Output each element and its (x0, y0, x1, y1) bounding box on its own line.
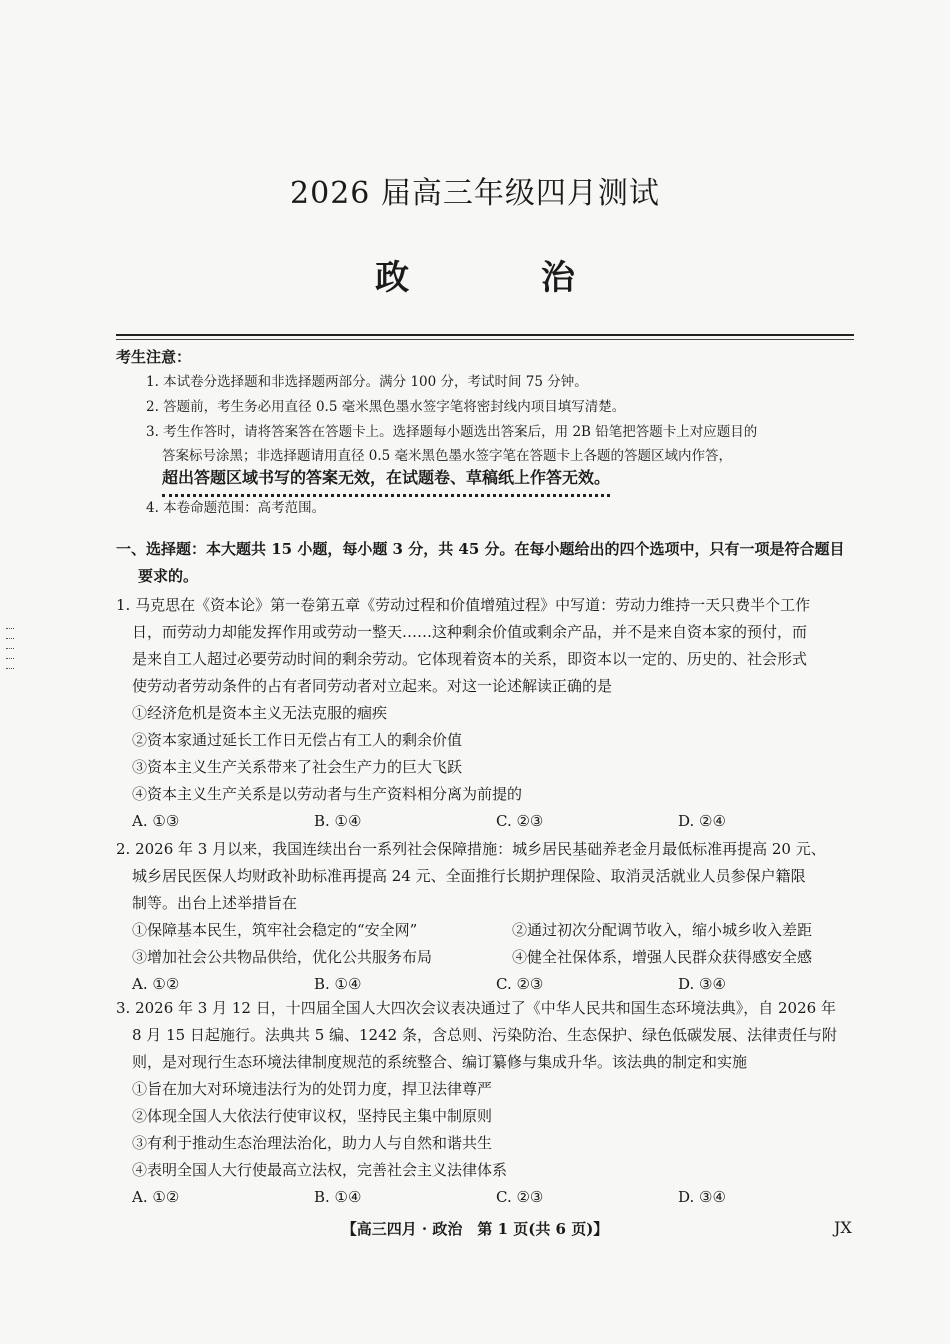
footer-code: JX (834, 1218, 852, 1237)
notice-item: 4. 本卷命题范围：高考范围。 (146, 500, 326, 516)
notice-emphasis-text: 超出答题区域书写的答案无效，在试题卷、草稿纸上作答无效。 (162, 466, 610, 497)
option-d: D. ②④ (678, 812, 726, 830)
question-text: 8 月 15 日起施行。法典共 5 编、1242 条，含总则、污染防治、生态保护、绿色低碳发展、法律责任与附 (132, 1026, 837, 1044)
question-text: 制等。出台上述举措旨在 (132, 894, 298, 912)
header-rule (116, 334, 854, 336)
header-rule-thin (116, 339, 854, 340)
question-3 (116, 995, 860, 1211)
question-text: 2. 2026 年 3 月以来，我国连续出台一系列社会保障措施：城乡居民基础养老金月最低标准再提高 20 元、 (116, 840, 826, 858)
option-c: C. ②③ (496, 975, 544, 993)
statement: ①旨在加大对环境违法行为的处罚力度，捍卫法律尊严 (132, 1080, 493, 1098)
statement: ③资本主义生产关系带来了社会生产力的巨大飞跃 (132, 758, 463, 776)
page-footer: 【高三四月 · 政治 第 1 页(共 6 页)】 (341, 1220, 609, 1238)
statement: ④资本主义生产关系是以劳动者与生产资料相分离为前提的 (132, 785, 523, 803)
option-b: B. ①④ (314, 1188, 362, 1206)
answer-options (116, 971, 860, 998)
statement-row (116, 917, 860, 944)
section-heading (116, 536, 856, 590)
binding-margin-marks (6, 628, 16, 678)
notice-emphasis (146, 466, 858, 497)
question-text: 则，是对现行生态环境法律制度规范的系统整合、编订纂修与集成升华。该法典的制定和实施 (132, 1053, 748, 1071)
notice-title: 考生注意： (116, 348, 192, 366)
question-text: 使劳动者劳动条件的占有者同劳动者对立起来。对这一论述解读正确的是 (132, 677, 613, 695)
option-d: D. ③④ (678, 975, 726, 993)
statement: ②资本家通过延长工作日无偿占有工人的剩余价值 (132, 731, 463, 749)
section-heading-line: 一、选择题：本大题共 15 小题，每小题 3 分，共 45 分。在每小题给出的四个选项中，只有一项是符合题目 (116, 540, 845, 558)
statement: ③增加社会公共物品供给，优化公共服务布局 (132, 948, 433, 966)
question-text: 1. 马克思在《资本论》第一卷第五章《劳动过程和价值增殖过程》中写道：劳动力维持一天只费半个工作 (116, 596, 811, 614)
question-text: 是来自工人超过必要劳动时间的剩余劳动。它体现着资本的关系，即资本以一定的、历史的、社会形式 (132, 650, 808, 668)
option-a: A. ①② (132, 1188, 180, 1206)
question-2 (116, 836, 860, 998)
notice-item: 2. 答题前，考生务必用直径 0.5 毫米黑色墨水签字笔将密封线内项目填写清楚。 (146, 399, 626, 415)
question-text: 日，而劳动力却能发挥作用或劳动一整天……这种剩余价值或剩余产品，并不是来自资本家的预付，而 (132, 623, 808, 641)
statement: ④表明全国人大行使最高立法权，完善社会主义法律体系 (132, 1161, 508, 1179)
statement: ②体现全国人大依法行使审议权，坚持民主集中制原则 (132, 1107, 493, 1125)
statement: ④健全社保体系，增强人民群众获得感安全感 (512, 948, 813, 966)
statement: ①经济危机是资本主义无法克服的痼疾 (132, 704, 388, 722)
option-b: B. ①④ (314, 975, 362, 993)
notice-item: 答案标号涂黑；非选择题请用直径 0.5 毫米黑色墨水签字笔在答题卡上各题的答题区域内作答， (162, 448, 733, 464)
subject-title: 政 治 (375, 258, 635, 298)
exam-title: 2026 届高三年级四月测试 (290, 176, 660, 211)
statement: ①保障基本民生，筑牢社会稳定的“安全网” (132, 921, 418, 939)
option-a: A. ①② (132, 975, 180, 993)
option-b: B. ①④ (314, 812, 362, 830)
question-text: 3. 2026 年 3 月 12 日，十四届全国人大四次会议表决通过了《中华人民共和国生态环境法典》，自 2026 年 (116, 999, 836, 1017)
option-c: C. ②③ (496, 812, 544, 830)
notice-item: 1. 本试卷分选择题和非选择题两部分。满分 100 分，考试时间 75 分钟。 (146, 374, 588, 390)
section-heading-line: 要求的。 (138, 567, 199, 585)
statement-row (116, 944, 860, 971)
notice-item: 3. 考生作答时，请将答案答在答题卡上。选择题每小题选出答案后，用 2B 铅笔把答题卡上对应题目的 (146, 424, 758, 440)
answer-options (116, 1184, 860, 1211)
question-text: 城乡居民医保人均财政补助标准再提高 24 元、全面推行长期护理保险、取消灵活就业人员参保户籍限 (132, 867, 806, 885)
option-d: D. ③④ (678, 1188, 726, 1206)
statement: ③有利于推动生态治理法治化，助力人与自然和谐共生 (132, 1134, 493, 1152)
statement: ②通过初次分配调节收入，缩小城乡收入差距 (512, 921, 813, 939)
question-1 (116, 592, 860, 835)
option-c: C. ②③ (496, 1188, 544, 1206)
option-a: A. ①③ (132, 812, 180, 830)
answer-options (116, 808, 860, 835)
